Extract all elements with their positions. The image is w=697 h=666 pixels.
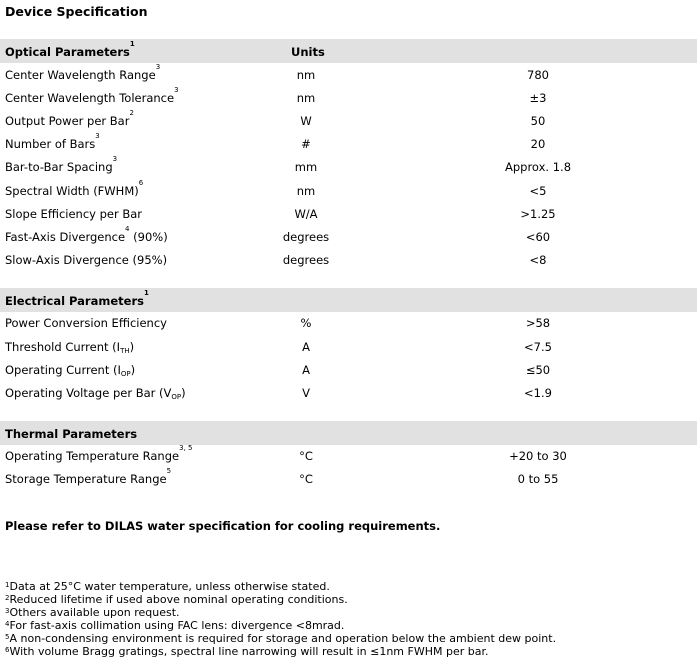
spec-row (0, 203, 697, 226)
footnote: $^3$Others available upon request. (5, 606, 180, 619)
param-unit: nm (296, 91, 316, 105)
param-label: Output Power per Bar$^2$ (5, 109, 134, 128)
spec-row (0, 359, 697, 382)
param-label: Center Wavelength Tolerance$^3$ (5, 86, 179, 105)
spec-row (0, 312, 697, 335)
param-label: Bar-to-Bar Spacing$^3$ (5, 155, 118, 174)
param-unit: degrees (282, 230, 330, 244)
param-value: <8 (529, 253, 547, 267)
param-value: <60 (525, 230, 551, 244)
electrical-parameters-header (0, 288, 697, 312)
param-label: Number of Bars$^3$ (5, 132, 100, 151)
param-unit: # (301, 137, 311, 151)
spec-row (0, 336, 697, 359)
param-unit: % (300, 316, 312, 330)
param-unit: mm (294, 160, 318, 174)
param-label: Threshold Current $(I_{TH})$ (5, 340, 135, 355)
param-value: <7.5 (524, 340, 552, 354)
param-unit: degrees (282, 253, 330, 267)
spec-row (0, 87, 697, 110)
param-value: 0 to 55 (517, 472, 559, 486)
param-unit: A (302, 340, 310, 354)
param-label: Slow-Axis Divergence (95%) (5, 253, 168, 267)
param-value: +20 to 30 (509, 449, 567, 463)
footnote-mark: 1 (143, 289, 149, 297)
param-label: Operating Current $(I_{OP})$ (5, 363, 136, 378)
param-label: Spectral Width (FWHM)$^6$ (5, 179, 144, 198)
spec-row (0, 64, 697, 87)
section-title: Optical Parameters$^1$ (5, 40, 135, 59)
param-label: Operating Temperature Range$^{3, 5}$ (5, 444, 193, 463)
param-label: Storage Temperature Range$^5$ (5, 467, 172, 486)
param-value: Approx. 1.8 (504, 160, 572, 174)
param-value: <5 (529, 184, 547, 198)
param-value: >1.25 (520, 207, 556, 221)
thermal-parameters-header (0, 421, 697, 445)
param-unit: W/A (294, 207, 318, 221)
param-value: ±3 (529, 91, 547, 105)
spec-row (0, 133, 697, 156)
param-unit: W (300, 114, 312, 128)
param-unit: V (302, 386, 310, 400)
spec-row (0, 110, 697, 133)
spec-row (0, 156, 697, 179)
param-label: Power Conversion Efficiency (5, 316, 167, 330)
spec-row (0, 382, 697, 405)
param-value: <1.9 (524, 386, 552, 400)
spec-row (0, 445, 697, 468)
param-value: >58 (525, 316, 551, 330)
footnote: $^5$A non-condensing environment is required for storage and operation below the ambient dew point. (5, 632, 557, 645)
param-value: 20 (530, 137, 546, 151)
optical-parameters-header (0, 39, 697, 63)
page-title: Device Specification (5, 4, 148, 19)
spec-row (0, 468, 697, 491)
units-column-header: Units (291, 45, 325, 59)
param-label: Center Wavelength Range$^3$ (5, 63, 161, 82)
param-value: 50 (530, 114, 546, 128)
param-value: 780 (527, 68, 549, 82)
footnote: $^4$For fast-axis collimation using FAC lens: divergence <8mrad. (5, 619, 345, 632)
param-label: Operating Voltage per Bar $(V_{OP})$ (5, 386, 186, 401)
footnote: $^2$Reduced lifetime if used above nominal operating conditions. (5, 593, 348, 606)
param-unit: nm (296, 68, 316, 82)
cooling-note: Please refer to DILAS water specification for cooling requirements. (5, 519, 441, 533)
param-value: ≤50 (525, 363, 551, 377)
footnotes (5, 580, 556, 658)
param-label: Fast-Axis Divergence$^4$ (90%) (5, 225, 168, 244)
spec-row (0, 180, 697, 203)
footnote: $^6$With volume Bragg gratings, spectral line narrowing will result in ≤1nm FWHM per bar. (5, 645, 489, 658)
section-title: Thermal Parameters (5, 427, 138, 441)
section-title: Electrical Parameters$^1$ (5, 289, 149, 308)
footnote-mark: 1 (129, 40, 135, 48)
param-unit: °C (299, 472, 313, 486)
param-unit: nm (296, 184, 316, 198)
param-unit: A (302, 363, 310, 377)
param-unit: °C (299, 449, 313, 463)
footnote: $^1$Data at 25°C water temperature, unless otherwise stated. (5, 580, 330, 593)
param-label: Slope Efficiency per Bar (5, 207, 143, 221)
spec-row (0, 226, 697, 249)
spec-row (0, 249, 697, 272)
